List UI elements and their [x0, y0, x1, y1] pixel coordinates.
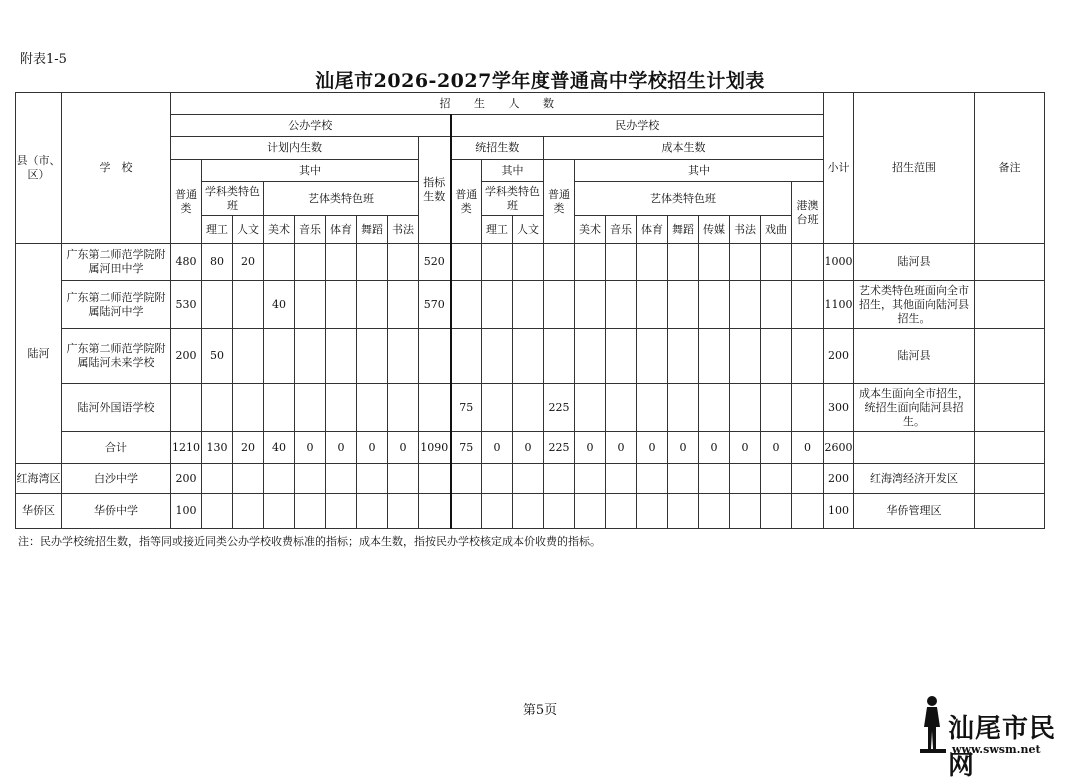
cell-science: 50	[202, 329, 233, 384]
cell-private-humanities	[513, 329, 544, 384]
cell-hk-macao	[792, 384, 824, 432]
table-row	[16, 329, 1045, 384]
header-arts-special: 艺体类特色班	[264, 182, 419, 216]
header-art: 美术	[264, 216, 295, 244]
cell-scope: 红海湾经济开发区	[854, 464, 975, 494]
cell-art: 40	[264, 281, 295, 329]
cell-sports	[326, 281, 357, 329]
header-cost-dance: 舞蹈	[668, 216, 699, 244]
total-row	[16, 432, 1045, 464]
school-cell: 白沙中学	[62, 464, 171, 494]
enrollment-plan-table	[15, 92, 1045, 529]
cell-cost-opera	[761, 244, 792, 281]
cell-cost-general: 225	[544, 384, 575, 432]
total-sports: 0	[326, 432, 357, 464]
total-cost-opera: 0	[761, 432, 792, 464]
header-calligraphy: 书法	[388, 216, 419, 244]
header-cost-media: 传媒	[699, 216, 730, 244]
header-school: 学 校	[62, 93, 171, 244]
cell-music	[295, 244, 326, 281]
cell-music	[295, 281, 326, 329]
header-remark: 备注	[975, 93, 1045, 244]
header-cost-arts-special: 艺体类特色班	[575, 182, 792, 216]
cell-cost-music	[606, 329, 637, 384]
header-private-subject-special: 学科类特色班	[482, 182, 544, 216]
cell-humanities: 20	[233, 244, 264, 281]
cell-remark	[975, 329, 1045, 384]
cell-dance	[357, 244, 388, 281]
header-unified: 统招生数	[451, 137, 544, 160]
cell-private-science	[482, 329, 513, 384]
cell-science: 80	[202, 244, 233, 281]
county-cell: 红海湾区	[16, 464, 62, 494]
table-row	[16, 494, 1045, 529]
cell-cost-dance	[668, 384, 699, 432]
cell-remark	[975, 494, 1045, 529]
total-label: 合计	[62, 432, 171, 464]
cell-cost-art	[575, 281, 606, 329]
total-art: 40	[264, 432, 295, 464]
cell-quota: 570	[419, 281, 451, 329]
header-quota: 指标生数	[419, 137, 451, 244]
table-row	[16, 244, 1045, 281]
cell-cost-dance	[668, 244, 699, 281]
header-private-school: 民办学校	[451, 115, 824, 137]
cell-scope: 艺术类特色班面向全市招生，其他面向陆河县招生。	[854, 281, 975, 329]
cell-hk-macao	[792, 329, 824, 384]
cell-science	[202, 384, 233, 432]
cell-general: 100	[171, 494, 202, 529]
cell-remark	[975, 384, 1045, 432]
cell-hk-macao	[792, 281, 824, 329]
school-cell: 华侨中学	[62, 494, 171, 529]
cell-remark	[975, 281, 1045, 329]
cell-cost-general	[544, 329, 575, 384]
page-number: 第5页	[522, 703, 558, 718]
cell-quota	[419, 384, 451, 432]
cell-cost-dance	[668, 281, 699, 329]
cell-general	[171, 384, 202, 432]
cell-general: 530	[171, 281, 202, 329]
appendix-label: 附表1-5	[20, 52, 67, 67]
header-cost-art: 美术	[575, 216, 606, 244]
cell-scope: 陆河县	[854, 329, 975, 384]
header-enroll-count: 招 生 人 数	[171, 93, 824, 115]
header-cost-general: 普通类	[544, 160, 575, 244]
cell-calligraphy	[388, 384, 419, 432]
cell-cost-general	[544, 281, 575, 329]
total-remark	[975, 432, 1045, 464]
cell-cost-music	[606, 244, 637, 281]
cell-remark	[975, 244, 1045, 281]
cell-music	[295, 384, 326, 432]
cell-cost-music	[606, 384, 637, 432]
cell-scope: 华侨管理区	[854, 494, 975, 529]
cell-cost-media	[699, 384, 730, 432]
watermark-url: www.swsm.net	[952, 743, 1041, 756]
header-dance: 舞蹈	[357, 216, 388, 244]
cell-sports	[326, 384, 357, 432]
cell-cost-dance	[668, 329, 699, 384]
header-hk-macao: 港澳台班	[792, 182, 824, 244]
cell-private-science	[482, 281, 513, 329]
cell-private-humanities	[513, 244, 544, 281]
total-humanities: 20	[233, 432, 264, 464]
header-private-humanities: 人文	[513, 216, 544, 244]
cell-private-science	[482, 384, 513, 432]
school-cell: 广东第二师范学院附属陆河未来学校	[62, 329, 171, 384]
total-cost-general: 225	[544, 432, 575, 464]
cell-private-humanities	[513, 281, 544, 329]
cell-dance	[357, 329, 388, 384]
cell-science	[202, 281, 233, 329]
header-among: 其中	[202, 160, 419, 182]
header-cost-opera: 戏曲	[761, 216, 792, 244]
header-scope: 招生范围	[854, 93, 975, 244]
header-science: 理工	[202, 216, 233, 244]
cell-cost-art	[575, 384, 606, 432]
cell-calligraphy	[388, 244, 419, 281]
cell-subtotal: 1100	[824, 281, 854, 329]
header-cost-sports: 体育	[637, 216, 668, 244]
cell-art	[264, 329, 295, 384]
total-cost-music: 0	[606, 432, 637, 464]
cell-cost-calligraphy	[730, 329, 761, 384]
cell-humanities	[233, 384, 264, 432]
total-private-humanities: 0	[513, 432, 544, 464]
header-cost-among: 其中	[575, 160, 824, 182]
cell-subtotal: 200	[824, 329, 854, 384]
footnote: 注：民办学校统招生数，指等同或接近同类公办学校收费标准的指标；成本生数，指按民办学校核定成本价收费的指标。	[18, 535, 601, 548]
school-cell: 广东第二师范学院附属河田中学	[62, 244, 171, 281]
cell-subtotal: 300	[824, 384, 854, 432]
header-humanities: 人文	[233, 216, 264, 244]
cell-music	[295, 329, 326, 384]
header-sports: 体育	[326, 216, 357, 244]
total-general: 1210	[171, 432, 202, 464]
cell-private-general	[451, 244, 482, 281]
header-plan-inside: 计划内生数	[171, 137, 419, 160]
header-subject-special: 学科类特色班	[202, 182, 264, 216]
header-private-among: 其中	[482, 160, 544, 182]
cell-calligraphy	[388, 281, 419, 329]
cell-cost-opera	[761, 329, 792, 384]
header-county: 县（市、区）	[16, 93, 62, 244]
cell-art	[264, 384, 295, 432]
cell-subtotal: 200	[824, 464, 854, 494]
cell-cost-calligraphy	[730, 281, 761, 329]
total-cost-media: 0	[699, 432, 730, 464]
header-subtotal: 小计	[824, 93, 854, 244]
header-cost-calligraphy: 书法	[730, 216, 761, 244]
cell-scope: 成本生面向全市招生，统招生面向陆河县招生。	[854, 384, 975, 432]
cell-cost-media	[699, 244, 730, 281]
header-general: 普通类	[171, 160, 202, 244]
cell-subtotal: 100	[824, 494, 854, 529]
cell-remark	[975, 464, 1045, 494]
cell-cost-calligraphy	[730, 244, 761, 281]
cell-private-general	[451, 329, 482, 384]
total-calligraphy: 0	[388, 432, 419, 464]
cell-private-general	[451, 281, 482, 329]
header-private-science: 理工	[482, 216, 513, 244]
cell-private-humanities	[513, 384, 544, 432]
header-cost-music: 音乐	[606, 216, 637, 244]
cell-cost-art	[575, 244, 606, 281]
total-cost-art: 0	[575, 432, 606, 464]
header-music: 音乐	[295, 216, 326, 244]
cell-cost-media	[699, 329, 730, 384]
cell-sports	[326, 329, 357, 384]
header-cost: 成本生数	[544, 137, 824, 160]
watermark-text: 汕尾市民网	[948, 714, 1057, 781]
page-title: 汕尾市2026-2027学年度普通高中学校招生计划表	[315, 70, 765, 92]
total-dance: 0	[357, 432, 388, 464]
total-quota: 1090	[419, 432, 451, 464]
cell-cost-general	[544, 244, 575, 281]
cell-private-science	[482, 244, 513, 281]
cell-cost-opera	[761, 384, 792, 432]
cell-private-general: 75	[451, 384, 482, 432]
cell-general: 200	[171, 464, 202, 494]
cell-subtotal: 1000	[824, 244, 854, 281]
cell-humanities	[233, 329, 264, 384]
cell-dance	[357, 281, 388, 329]
cell-cost-sports	[637, 281, 668, 329]
cell-dance	[357, 384, 388, 432]
cell-cost-calligraphy	[730, 384, 761, 432]
table-row	[16, 281, 1045, 329]
total-private-general: 75	[451, 432, 482, 464]
school-cell: 陆河外国语学校	[62, 384, 171, 432]
cell-quota: 520	[419, 244, 451, 281]
total-cost-calligraphy: 0	[730, 432, 761, 464]
cell-general: 200	[171, 329, 202, 384]
table-row	[16, 464, 1045, 494]
total-cost-sports: 0	[637, 432, 668, 464]
cell-cost-sports	[637, 329, 668, 384]
cell-cost-art	[575, 329, 606, 384]
cell-cost-music	[606, 281, 637, 329]
total-cost-dance: 0	[668, 432, 699, 464]
cell-hk-macao	[792, 244, 824, 281]
cell-scope: 陆河县	[854, 244, 975, 281]
total-science: 130	[202, 432, 233, 464]
cell-calligraphy	[388, 329, 419, 384]
cell-humanities	[233, 281, 264, 329]
school-cell: 广东第二师范学院附属陆河中学	[62, 281, 171, 329]
total-hk-macao: 0	[792, 432, 824, 464]
total-music: 0	[295, 432, 326, 464]
county-cell: 陆河	[16, 244, 62, 464]
total-private-science: 0	[482, 432, 513, 464]
total-subtotal: 2600	[824, 432, 854, 464]
cell-sports	[326, 244, 357, 281]
cell-cost-opera	[761, 281, 792, 329]
cell-quota	[419, 329, 451, 384]
cell-art	[264, 244, 295, 281]
header-private-general: 普通类	[451, 160, 482, 244]
table-row	[16, 384, 1045, 432]
cell-cost-sports	[637, 384, 668, 432]
cell-cost-media	[699, 281, 730, 329]
header-public-school: 公办学校	[171, 115, 451, 137]
cell-cost-sports	[637, 244, 668, 281]
total-scope	[854, 432, 975, 464]
county-cell: 华侨区	[16, 494, 62, 529]
cell-general: 480	[171, 244, 202, 281]
